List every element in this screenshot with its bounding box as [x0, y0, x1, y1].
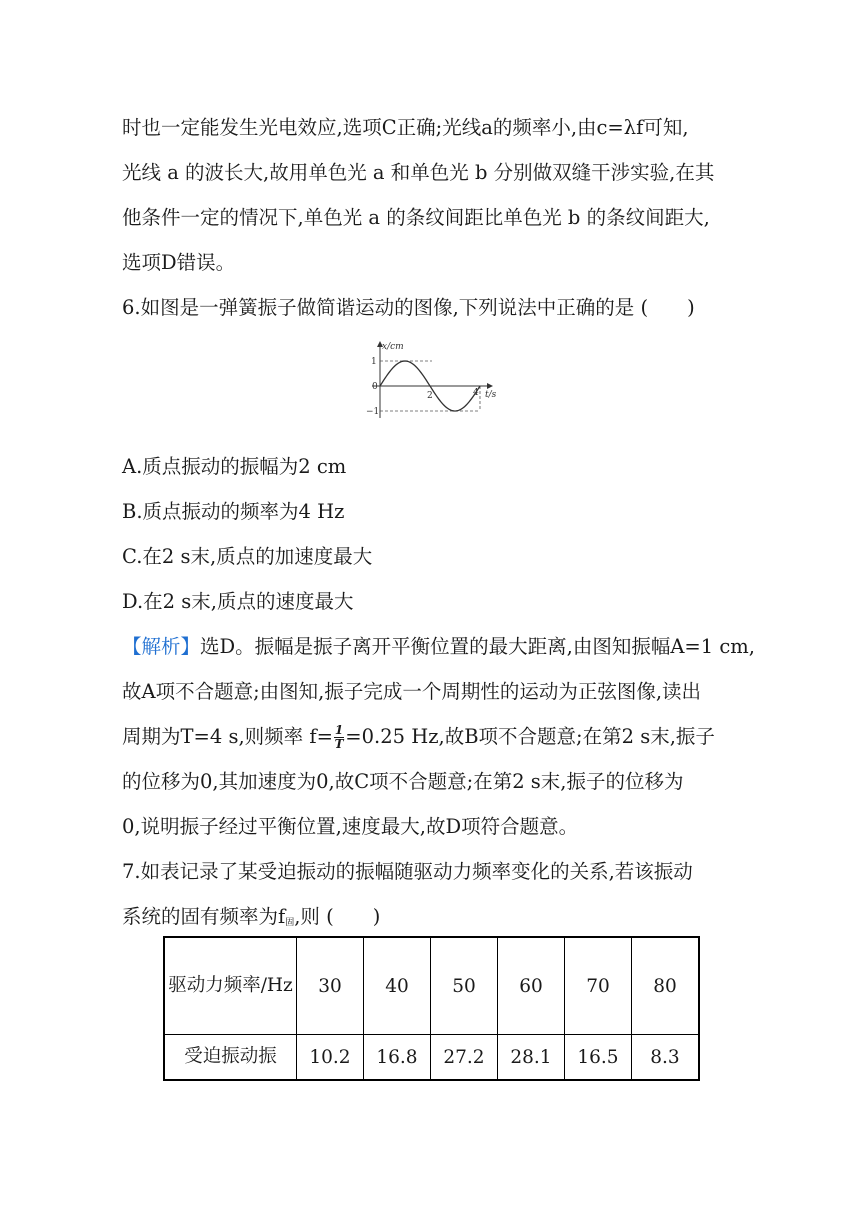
frequency-cell: 70	[565, 937, 632, 1035]
subscript-gu: 固	[285, 918, 295, 928]
y-axis-label: x/cm	[382, 342, 404, 352]
paragraph-line-4: 选项D错误。	[122, 251, 236, 274]
origin-label: 0	[372, 382, 378, 392]
analysis-line-3	[122, 724, 715, 751]
x-axis-label: t/s	[485, 390, 497, 400]
analysis-text-3b: =0.25 Hz,故B项不合题意;在第2 s末,振子	[345, 725, 715, 748]
stem-7-tail: ,则 ( )	[294, 905, 381, 928]
amplitude-cell: 16.8	[364, 1035, 431, 1081]
option-c: C.在2 s末,质点的加速度最大	[122, 545, 373, 568]
option-a: A.质点振动的振幅为2 cm	[122, 455, 347, 478]
x-tick-4: 4	[473, 388, 479, 398]
amplitude-cell: 8.3	[632, 1035, 700, 1081]
x-tick-2: 2	[427, 391, 433, 401]
header-cell-frequency: 驱动力频率/Hz	[164, 937, 297, 1035]
table-row-amplitude	[164, 1035, 699, 1081]
header-cell-amplitude: 受迫振动振	[164, 1035, 297, 1081]
question-7-stem-line-1: 7.如表记录了某受迫振动的振幅随驱动力频率变化的关系,若该振动	[122, 860, 693, 883]
analysis-tag: 【解析】	[122, 635, 201, 658]
paragraph-line-2: 光线 a 的波长大,故用单色光 a 和单色光 b 分别做双缝干涉实验,在其	[122, 161, 715, 184]
fraction-numerator: 1	[334, 723, 344, 737]
amplitude-cell: 16.5	[565, 1035, 632, 1081]
analysis-line-5: 0,说明振子经过平衡位置,速度最大,故D项符合题意。	[122, 815, 579, 838]
frequency-cell: 60	[498, 937, 565, 1035]
amplitude-cell: 28.1	[498, 1035, 565, 1081]
paragraph-line-3: 他条件一定的情况下,单色光 a 的条纹间距比单色光 b 的条纹间距大,	[122, 206, 710, 229]
option-b: B.质点振动的频率为4 Hz	[122, 500, 345, 523]
amplitude-cell: 10.2	[297, 1035, 364, 1081]
option-d: D.在2 s末,质点的速度最大	[122, 590, 354, 613]
frequency-amplitude-table	[163, 936, 700, 1081]
fraction-denominator: T	[334, 737, 344, 751]
frequency-cell: 50	[431, 937, 498, 1035]
table-row-frequency	[164, 937, 699, 1035]
question-6-stem: 6.如图是一弹簧振子做简谐运动的图像,下列说法中正确的是 ( )	[122, 296, 695, 319]
analysis-text-3a: 周期为T=4 s,则频率 f=	[122, 725, 333, 748]
stem-7-text: 系统的固有频率为f	[122, 905, 286, 928]
analysis-text-1: 选D。振幅是振子离开平衡位置的最大距离,由图知振幅A=1 cm,	[200, 635, 755, 658]
question-7-stem-line-2	[122, 904, 380, 936]
paragraph-line-1: 时也一定能发生光电效应,选项C正确;光线a的频率小,由c=λf可知,	[122, 116, 689, 139]
analysis-line-1	[122, 634, 755, 660]
analysis-line-2: 故A项不合题意;由图知,振子完成一个周期性的运动为正弦图像,读出	[122, 680, 702, 703]
oscillation-graph	[364, 338, 504, 422]
amplitude-cell: 27.2	[431, 1035, 498, 1081]
y-tick-minus-1: −1	[366, 407, 380, 417]
fraction-one-over-t	[334, 724, 344, 751]
frequency-cell: 80	[632, 937, 700, 1035]
frequency-cell: 40	[364, 937, 431, 1035]
analysis-line-4: 的位移为0,其加速度为0,故C项不合题意;在第2 s末,振子的位移为	[122, 770, 684, 793]
y-tick-1: 1	[371, 357, 377, 367]
frequency-cell: 30	[297, 937, 364, 1035]
